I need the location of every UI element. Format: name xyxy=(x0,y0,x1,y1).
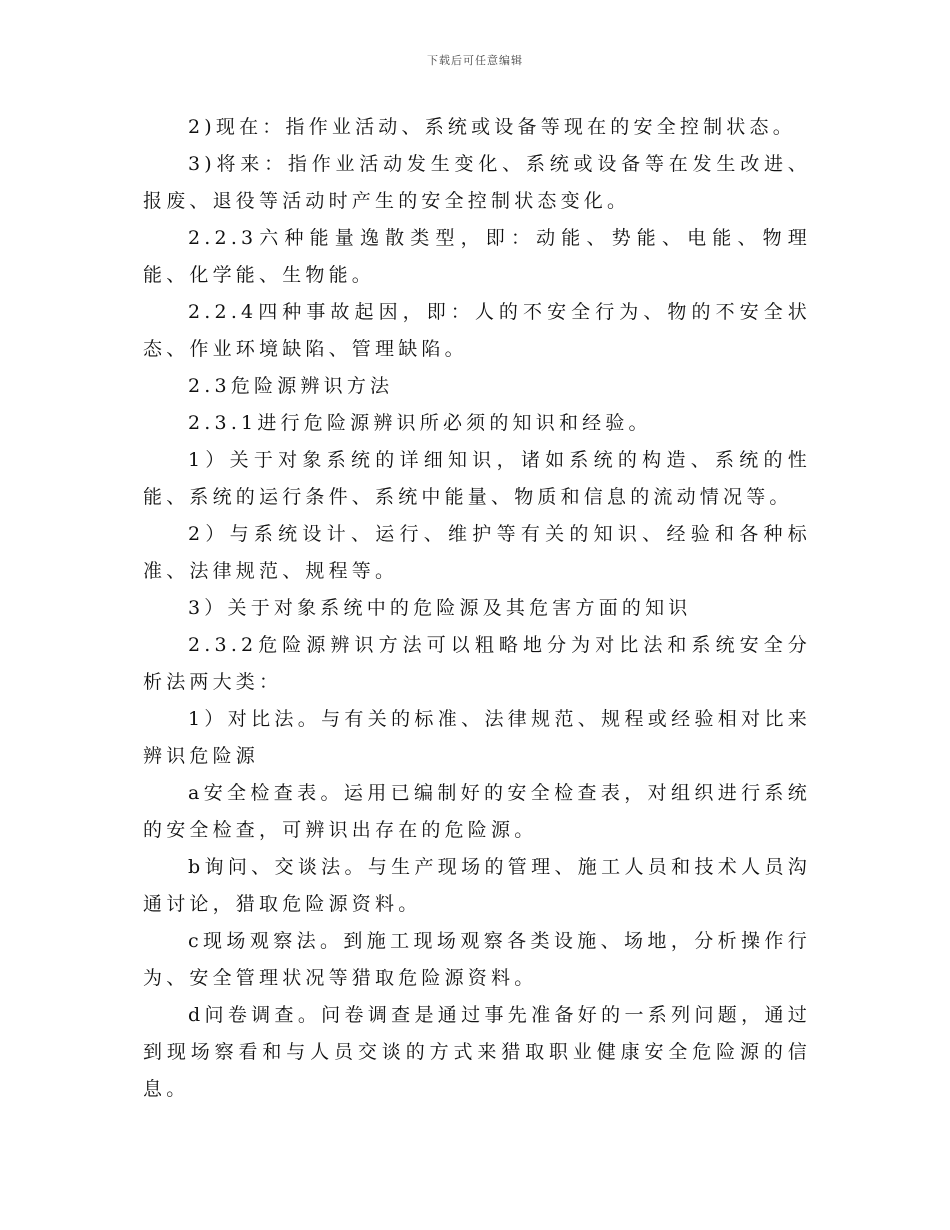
paragraph: c现场观察法。到施工现场观察各类设施、场地，分析操作行为、安全管理状况等猎取危险源资料。 xyxy=(143,930,811,989)
paragraph: 3）关于对象系统中的危险源及其危害方面的知识 xyxy=(188,597,692,619)
paragraph: 3)将来：指作业活动发生变化、系统或设备等在发生改进、报废、退役等活动时产生的安全控制状态变化。 xyxy=(143,153,811,212)
paragraph: d问卷调查。问卷调查是通过事先准备好的一系列问题，通过到现场察看和与人员交谈的方式来猎取职业健康安全危险源的信息。 xyxy=(143,1004,811,1100)
paragraph: 2)现在：指作业活动、系统或设备等现在的安全控制状态。 xyxy=(188,116,796,138)
paragraph: 2.3.1进行危险源辨识所必须的知识和经验。 xyxy=(188,412,652,434)
paragraph: 1）关于对象系统的详细知识，诸如系统的构造、系统的性能、系统的运行条件、系统中能量、物质和信息的流动情况等。 xyxy=(143,449,811,508)
paragraph: b询问、交谈法。与生产现场的管理、施工人员和技术人员沟通讨论，猎取危险源资料。 xyxy=(143,856,811,915)
paragraph: 2）与系统设计、运行、维护等有关的知识、经验和各种标准、法律规范、规程等。 xyxy=(143,523,811,582)
section-heading: 2.3危险源辨识方法 xyxy=(188,375,394,397)
paragraph: a安全检查表。运用已编制好的安全检查表，对组织进行系统的安全检查，可辨识出存在的危险源。 xyxy=(143,782,811,841)
document-body xyxy=(143,109,811,1108)
paragraph: 2.2.4四种事故起因，即：人的不安全行为、物的不安全状态、作业环境缺陷、管理缺陷。 xyxy=(143,301,811,360)
paragraph: 2.2.3六种能量逸散类型，即：动能、势能、电能、物理能、化学能、生物能。 xyxy=(143,227,811,286)
page-header: 下载后可任意编辑 xyxy=(427,54,523,67)
paragraph: 1）对比法。与有关的标准、法律规范、规程或经验相对比来辨识危险源 xyxy=(143,708,811,767)
paragraph: 2.3.2危险源辨识方法可以粗略地分为对比法和系统安全分析法两大类： xyxy=(143,634,811,693)
